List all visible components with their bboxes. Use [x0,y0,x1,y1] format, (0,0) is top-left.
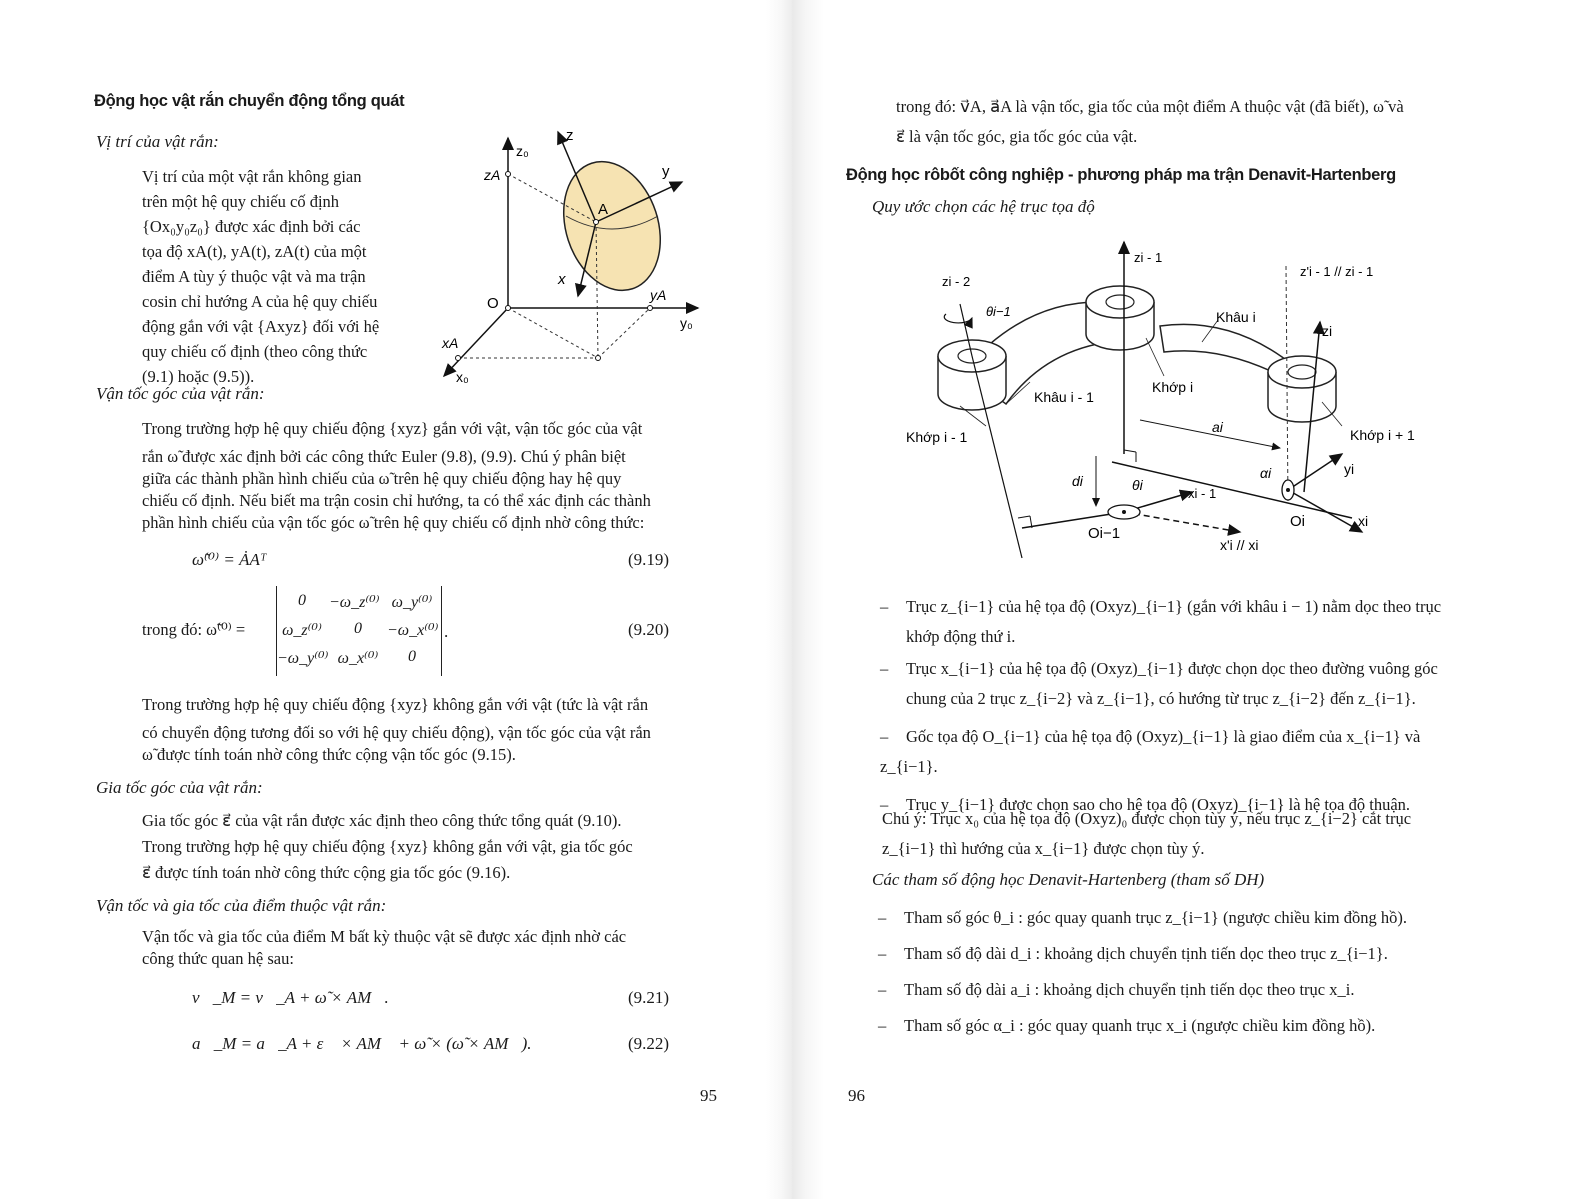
page-number: 95 [700,1086,717,1105]
equation-number: (9.22) [628,1034,670,1053]
section-heading: Động học vật rắn chuyển động tổng quát [94,92,405,110]
label-x: x [558,271,566,288]
list-item: – Tham số góc θ_i : góc quay quanh trục z_{i−1} (ngược chiều kim đồng hồ). [878,908,1407,927]
list-item-cont: chung của 2 trục z_{i−2} và z_{i−1}, có hướng từ trục z_{i−2} đến z_{i−1}. [906,689,1416,708]
text-line: z_{i−1} thì hướng của x_{i−1} được chọn tùy ý. [882,839,1205,858]
text-line: Gia tốc góc ε⃗ của vật rắn được xác định theo công thức tổng quát (9.10). [142,811,622,830]
subheading-axes: Quy ước chọn các hệ trục tọa độ [872,197,1095,216]
text-line: điểm A tùy ý thuộc vật và ma trận [142,267,366,286]
rigid-body-figure [430,118,720,398]
position-paragraph [142,164,412,389]
label-khop-i-1: Khớp i - 1 [906,429,968,445]
label-x-i-1: xi - 1 [1188,486,1217,501]
list-item: – Trục x_{i−1} của hệ tọa độ (Oxyz)_{i−1} được chọn dọc theo đường vuông góc [880,659,1438,678]
label-z0: z₀ [516,143,529,159]
label-xA: xA [442,335,459,351]
subheading-dh-params: Các tham số động học Denavit-Hartenberg (tham số DH) [872,870,1265,889]
text-line: công thức quan hệ sau: [142,949,294,968]
list-item: – Gốc tọa độ O_{i−1} của hệ tọa độ (Oxyz)_{i−1} là giao điểm của x_{i−1} và z_{i−1}. [880,727,1421,776]
page-96 [792,0,1584,1199]
matrix-cell: 0 [408,648,416,665]
subheading-angular-velocity: Vận tốc góc của vật rắn: [96,384,265,403]
equation-number: (9.19) [628,550,670,569]
label-x0: x₀ [456,369,469,385]
text-line: Vận tốc và gia tốc của điểm M bất kỳ thuộc vật sẽ được xác định nhờ các [142,927,627,946]
label-O-i-1: Oi−1 [1088,525,1121,542]
text-line: cosin chỉ hướng A của hệ quy chiếu [142,292,378,311]
text-line: {Ox₀y₀z₀} được xác định bởi các [142,217,361,236]
label-d-i: di [1072,473,1083,489]
section-heading: Động học rôbốt công nghiệp - phương pháp ma trận Denavit-Hartenberg [846,166,1396,184]
angular-velocity-paragraph-2 [142,694,722,766]
text-line: Trong trường hợp hệ quy chiếu động {xyz} không gắn với vật (tức là vật rắn [142,695,649,714]
list-item-cont: khớp động thứ i. [906,627,1016,646]
label-khau-i: Khâu i [1216,309,1256,325]
label-y0: y₀ [680,315,693,331]
label-zprime-i-1: z'i - 1 // zi - 1 [1300,264,1374,279]
list-item: – Trục y_{i−1} được chọn sao cho hệ tọa độ (Oxyz)_{i−1} là hệ tọa độ thuận. [880,795,1411,814]
label-A: A [598,201,609,218]
text-line: trong đó: v⃗A, a⃗A là vận tốc, gia tốc của một điểm A thuộc vật (đã biết), ω̃ và [896,97,1404,116]
label-y-i: yi [1344,461,1355,477]
matrix-cell: −ω_z⁽⁰⁾ [329,594,380,611]
text-line: ε⃗ là vận tốc góc, gia tốc góc của vật. [896,127,1138,146]
text-line: có chuyển động tương đối so với hệ quy chiếu động), vận tốc góc của vật rắn [142,723,651,742]
text-line: động gắn với vật {Axyz} đối với hệ [142,317,380,336]
text-line: ε⃗ được tính toán nhờ công thức cộng gia tốc góc (9.16). [142,863,511,882]
list-item: – Trục z_{i−1} của hệ tọa độ (Oxyz)_{i−1} (gắn với khâu i − 1) nằm dọc theo trục [880,597,1442,616]
label-theta-i: θi [1132,477,1143,493]
point-kinematics-paragraph [142,926,722,970]
equation-9-19: ω̃⁽⁰⁾ = ȦAᵀ [192,550,267,569]
matrix-cell: ω_z⁽⁰⁾ [282,622,322,639]
equation-9-22: a⃗_M = a⃗_A + ε⃗ × AM⃗ + ω̃ × (ω̃ × AM⃗). [192,1034,532,1053]
text-line: (9.1) hoặc (9.5)). [142,367,255,386]
subheading-angular-acceleration: Gia tốc góc của vật rắn: [96,778,263,797]
angular-acceleration-paragraph [142,808,722,886]
text-line: Vị trí của một vật rắn không gian [142,167,362,186]
text-line: phần hình chiếu của vận tốc góc ω̃ trên hệ quy chiếu cố định nhờ công thức: [142,513,645,532]
matrix-cell: ω_y⁽⁰⁾ [391,594,433,611]
note-paragraph [882,804,1482,864]
text-line: Trong trường hợp hệ quy chiếu động {xyz} gắn với vật, vận tốc góc của vật [142,419,643,438]
denavit-hartenberg-figure [902,232,1492,562]
page-95: Động học vật rắn chuyển động tổng quát Vị trí của vật rắn: Vị trí của một vật rắn không gian trên một hệ quy chiếu cố định {Ox₀y₀z₀} được xác định bởi các tọa độ xA(t), yA(t), zA(t) của một điểm A tùy ý thuộc vật và ma trận cosin chỉ hướng A của hệ quy chiếu động gắn với vật {Axyz} đối với hệ quy chiếu cố định (theo công thức (9.1) hoặc (9.5)). z z₀ zA y A x O yA y₀ xA x₀ Vận tốc góc của vật rắn: Trong trường hợp hệ quy chiếu động {xyz} gắn với vật, vận tốc góc của vật rắn ω̃ được xác định bởi các công thức Euler (9.8), (9.9). Chú ý phân biệt giữa các thành phần hình chiếu của ω̃ trên hệ quy chiếu động hay hệ quy chiếu cố định. Nếu biết ma trận cosin chỉ hướng, ta có thể xác định các thành phần hình chiếu của vận tốc góc ω̃ trên hệ quy chiếu cố định nhờ công thức: ω̃⁽⁰⁾ = ȦAᵀ (9.19) trong đó: ω̃⁽⁰⁾ = 0 −ω_z⁽⁰⁾ ω_y⁽⁰⁾ ω_z⁽⁰⁾ 0 −ω_x⁽⁰⁾ −ω_y⁽⁰⁾ ω_x⁽⁰⁾ 0 . (9.20) Trong trường hợp hệ quy chiếu động {xyz} không gắn với vật (tức là vật rắn có chuyển động tương đối so với hệ quy chiếu động), vận tốc góc của vật rắn ω̃ được tính toán nhờ công thức cộng vận tốc góc (9.15). Gia tốc góc của vật rắn: Gia tốc góc ε⃗ của vật rắn được xác định theo công thức tổng quát (9.10). Trong trường hợp hệ quy chiếu động {xyz} không gắn với vật, gia tốc góc ε⃗ được tính toán nhờ công thức cộng gia tốc góc (9.16). Vận tốc và gia tốc của điểm thuộc vật rắn: Vận tốc và gia tốc của điểm M bất kỳ thuộc vật sẽ được xác định nhờ các công thức quan hệ sau: v⃗_M = v⃗_A + ω̃ × AM⃗. (9.21) a⃗_M = a⃗_A + ε⃗ × AM⃗ + ω̃ × (ω̃ × AM⃗). (9.22) 95 [0,0,792,1199]
text-line: quy chiếu cố định (theo công thức [142,342,368,361]
matrix-cell: 0 [298,592,306,609]
axes-rules-list [880,592,1480,820]
label-y: y [662,163,670,180]
list-item: – Tham số độ dài a_i : khoảng dịch chuyển tịnh tiến dọc theo trục x_i. [878,980,1355,999]
matrix-cell: ω_x⁽⁰⁾ [337,650,379,667]
label-z: z [566,127,574,144]
label-x-i: xi [1358,513,1369,529]
equation-9-21: v⃗_M = v⃗_A + ω̃ × AM⃗. [192,988,389,1007]
label-khau-i-1: Khâu i - 1 [1034,389,1094,405]
list-item: – Tham số góc α_i : góc quay quanh trục x_i (ngược chiều kim đồng hồ). [878,1016,1376,1035]
page-number: 96 [848,1086,865,1105]
label-khop-i-plus-1: Khớp i + 1 [1350,427,1415,443]
subheading-position: Vị trí của vật rắn: [96,132,219,151]
text-line: Chú ý: Trục x₀ của hệ tọa độ (Oxyz)₀ được chọn tùy ý, nếu trục z_{i−2} cắt trục [882,809,1412,828]
text-line: rắn ω̃ được xác định bởi các công thức Euler (9.8), (9.9). Chú ý phân biệt [142,447,626,466]
list-item: – Tham số độ dài d_i : khoảng dịch chuyển tịnh tiến dọc theo trục z_{i−1}. [878,944,1388,963]
intro-paragraph [896,92,1476,152]
equation-number: (9.20) [628,620,670,639]
label-z-i-2: zi - 2 [942,274,971,289]
body-ellipse [548,149,676,303]
text-line: tọa độ xA(t), yA(t), zA(t) của một [142,242,367,261]
equation-9-20-prefix: trong đó: ω̃⁽⁰⁾ = [142,620,246,639]
label-z-i-1: zi - 1 [1134,250,1163,265]
label-zA: zA [484,167,501,183]
text-line: trên một hệ quy chiếu cố định [142,192,340,211]
label-xprime-i: x'i // xi [1220,537,1259,553]
label-O-i: Oi [1290,513,1305,530]
text-line: giữa các thành phần hình chiếu của ω̃ trên hệ quy chiếu động hay hệ quy [142,469,622,488]
matrix-cell: −ω_y⁽⁰⁾ [277,650,329,667]
label-yA: yA [650,287,667,303]
matrix-cell: −ω_x⁽⁰⁾ [387,622,439,639]
equation-number: (9.21) [628,988,670,1007]
matrix-cell: 0 [354,620,362,637]
label-a-i: ai [1212,419,1223,435]
subheading-point-kinematics: Vận tốc và gia tốc của điểm thuộc vật rắn: [96,896,387,915]
text-line: chiếu cố định. Nếu biết ma trận cosin chỉ hướng, ta có thể xác định các thành [142,491,651,510]
label-z-i: zi [1322,323,1333,339]
label-alpha-i: αi [1260,465,1272,481]
label-O: O [487,295,499,312]
text-line: ω̃ được tính toán nhờ công thức cộng vận tốc góc (9.15). [142,745,516,764]
label-theta-i-1: θi−1 [986,304,1011,319]
skew-matrix [276,586,442,676]
dh-params-list [878,900,1478,1044]
text-line: Trong trường hợp hệ quy chiếu động {xyz} không gắn với vật, gia tốc góc [142,837,633,856]
angular-velocity-paragraph [142,418,722,534]
label-khop-i: Khớp i [1152,379,1194,395]
